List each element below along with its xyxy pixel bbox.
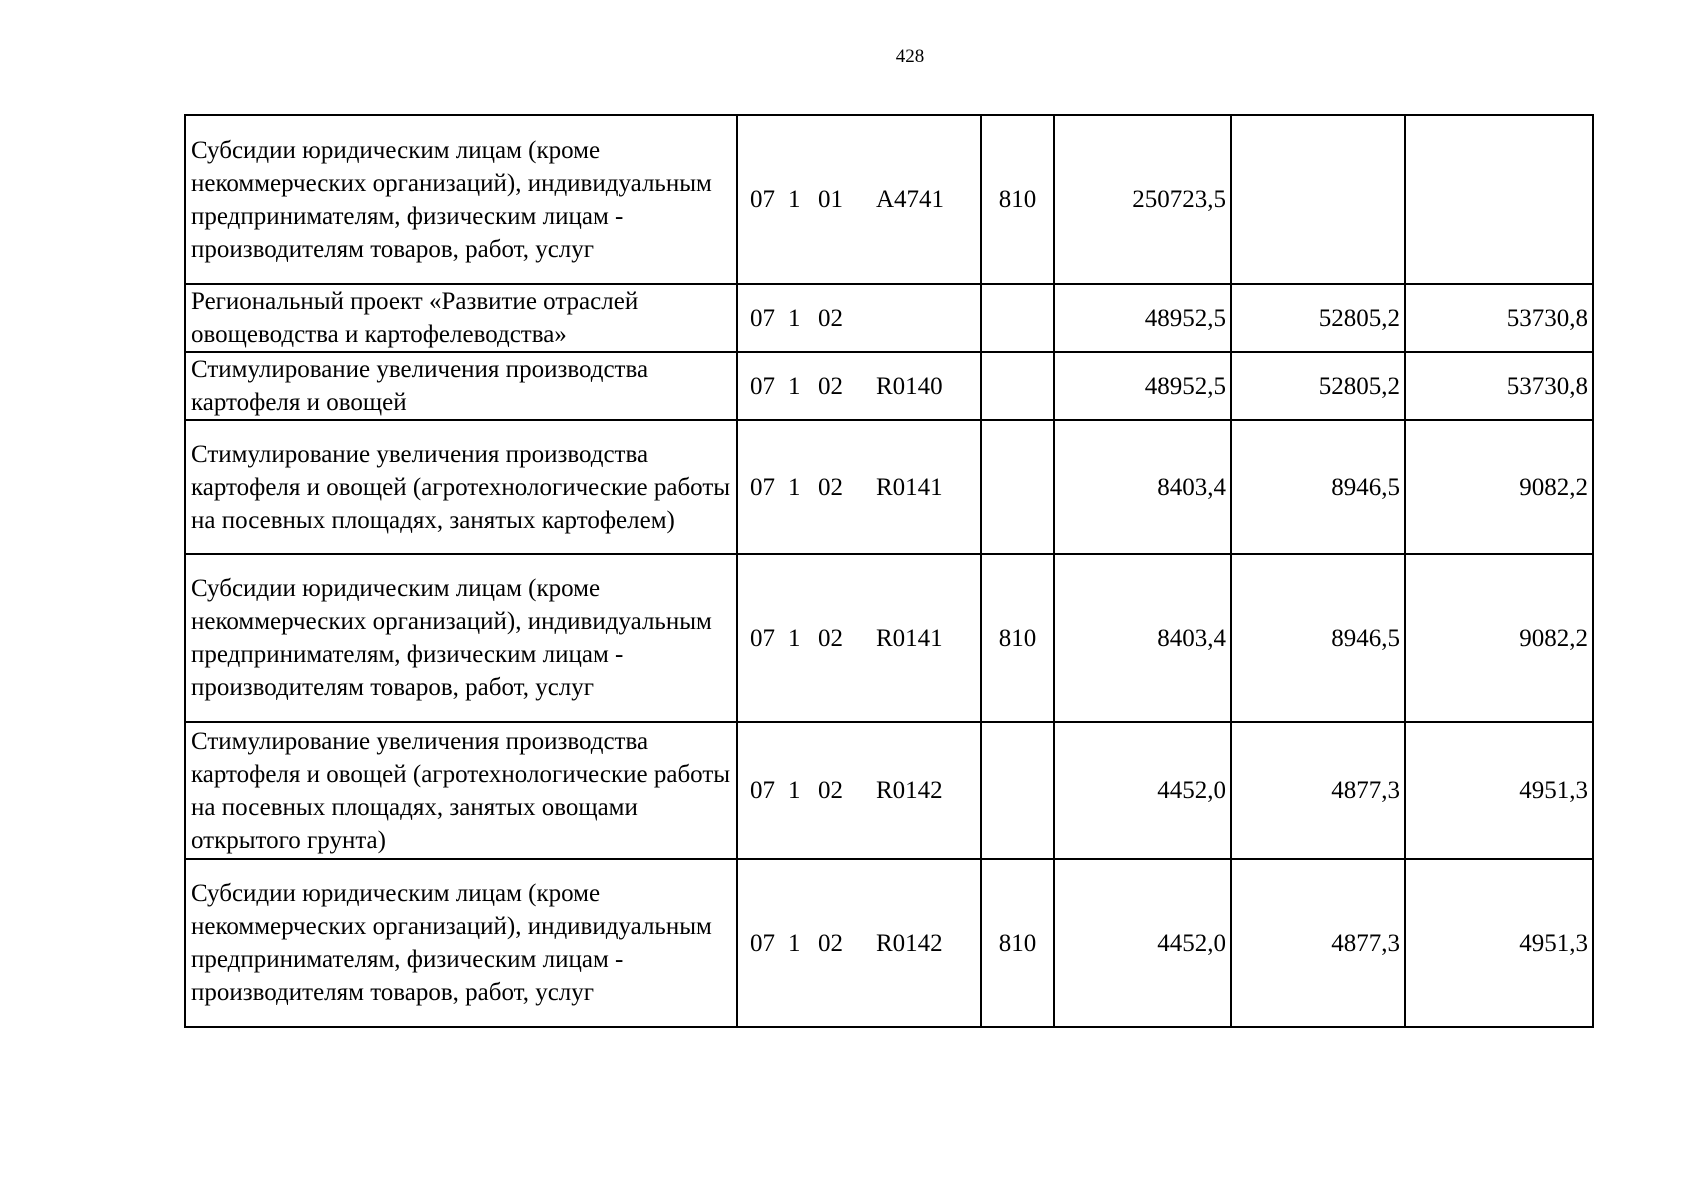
sum-year-3: 53730,8 xyxy=(1405,352,1593,420)
table-row xyxy=(185,420,1593,554)
row-name: Региональный проект «Развитие отраслей овощеводства и картофелеводства» xyxy=(185,284,737,352)
code-direction: R0141 xyxy=(876,624,943,652)
sum-year-2: 52805,2 xyxy=(1231,352,1405,420)
target-article-code xyxy=(737,420,981,554)
sum-year-3: 53730,8 xyxy=(1405,284,1593,352)
table-row xyxy=(185,722,1593,859)
code-event: 02 xyxy=(818,304,843,332)
code-program: 07 xyxy=(750,473,775,501)
expense-type-code xyxy=(981,352,1054,420)
code-subprogram: 1 xyxy=(788,777,801,804)
sum-year-1: 4452,0 xyxy=(1054,722,1231,859)
target-article-code xyxy=(737,115,981,284)
sum-year-2 xyxy=(1231,115,1405,284)
code-program: 07 xyxy=(750,624,775,652)
table-row xyxy=(185,859,1593,1027)
sum-year-3: 9082,2 xyxy=(1405,420,1593,554)
target-article-code xyxy=(737,352,981,420)
code-subprogram: 1 xyxy=(788,624,801,652)
code-subprogram: 1 xyxy=(788,186,801,213)
code-direction: R0142 xyxy=(876,777,943,804)
table-row xyxy=(185,115,1593,284)
budget-table xyxy=(184,114,1594,1028)
sum-year-1: 48952,5 xyxy=(1054,352,1231,420)
code-event: 02 xyxy=(818,777,843,804)
code-direction: R0142 xyxy=(876,929,943,957)
code-program: 07 xyxy=(750,186,775,213)
sum-year-2: 52805,2 xyxy=(1231,284,1405,352)
row-name: Стимулирование увеличения производства картофеля и овощей xyxy=(185,352,737,420)
target-article-code xyxy=(737,554,981,722)
code-subprogram: 1 xyxy=(788,473,801,501)
code-event: 02 xyxy=(818,624,843,652)
sum-year-1: 8403,4 xyxy=(1054,554,1231,722)
table-row xyxy=(185,554,1593,722)
sum-year-2: 8946,5 xyxy=(1231,420,1405,554)
row-name: Субсидии юридическим лицам (кроме некоммерческих организаций), индивидуальным предпринимателям, физическим лицам - производителям товаров, работ, услуг xyxy=(185,554,737,722)
row-name: Стимулирование увеличения производства картофеля и овощей (агротехнологические работы на посевных площадях, занятых овощами открытого грунта) xyxy=(185,722,737,859)
sum-year-2: 8946,5 xyxy=(1231,554,1405,722)
code-event: 02 xyxy=(818,473,843,501)
sum-year-2: 4877,3 xyxy=(1231,859,1405,1027)
sum-year-3 xyxy=(1405,115,1593,284)
expense-type-code xyxy=(981,420,1054,554)
target-article-code xyxy=(737,284,981,352)
expense-type-code: 810 xyxy=(981,115,1054,284)
expense-type-code: 810 xyxy=(981,859,1054,1027)
code-direction: R0141 xyxy=(876,473,943,501)
code-program: 07 xyxy=(750,929,775,957)
sum-year-2: 4877,3 xyxy=(1231,722,1405,859)
code-direction: A4741 xyxy=(876,186,945,213)
code-event: 02 xyxy=(818,372,843,400)
code-program: 07 xyxy=(750,372,775,400)
sum-year-1: 48952,5 xyxy=(1054,284,1231,352)
table-row xyxy=(185,284,1593,352)
code-subprogram: 1 xyxy=(788,304,801,332)
code-program: 07 xyxy=(750,304,775,332)
sum-year-3: 4951,3 xyxy=(1405,859,1593,1027)
code-event: 01 xyxy=(818,186,843,213)
code-subprogram: 1 xyxy=(788,372,801,400)
row-name: Стимулирование увеличения производства картофеля и овощей (агротехнологические работы на посевных площадях, занятых картофелем) xyxy=(185,420,737,554)
sum-year-1: 250723,5 xyxy=(1054,115,1231,284)
code-subprogram: 1 xyxy=(788,929,801,957)
sum-year-1: 4452,0 xyxy=(1054,859,1231,1027)
code-direction: R0140 xyxy=(876,372,943,400)
expense-type-code xyxy=(981,722,1054,859)
sum-year-1: 8403,4 xyxy=(1054,420,1231,554)
row-name: Субсидии юридическим лицам (кроме некоммерческих организаций), индивидуальным предпринимателям, физическим лицам - производителям товаров, работ, услуг xyxy=(185,859,737,1027)
sum-year-3: 9082,2 xyxy=(1405,554,1593,722)
expense-type-code: 810 xyxy=(981,554,1054,722)
code-event: 02 xyxy=(818,929,843,957)
expense-type-code xyxy=(981,284,1054,352)
table-row xyxy=(185,352,1593,420)
sum-year-3: 4951,3 xyxy=(1405,722,1593,859)
target-article-code xyxy=(737,859,981,1027)
target-article-code xyxy=(737,722,981,859)
row-name: Субсидии юридическим лицам (кроме некоммерческих организаций), индивидуальным предпринимателям, физическим лицам - производителям товаров, работ, услуг xyxy=(185,115,737,284)
page-number: 428 xyxy=(895,46,925,67)
code-program: 07 xyxy=(750,777,775,804)
